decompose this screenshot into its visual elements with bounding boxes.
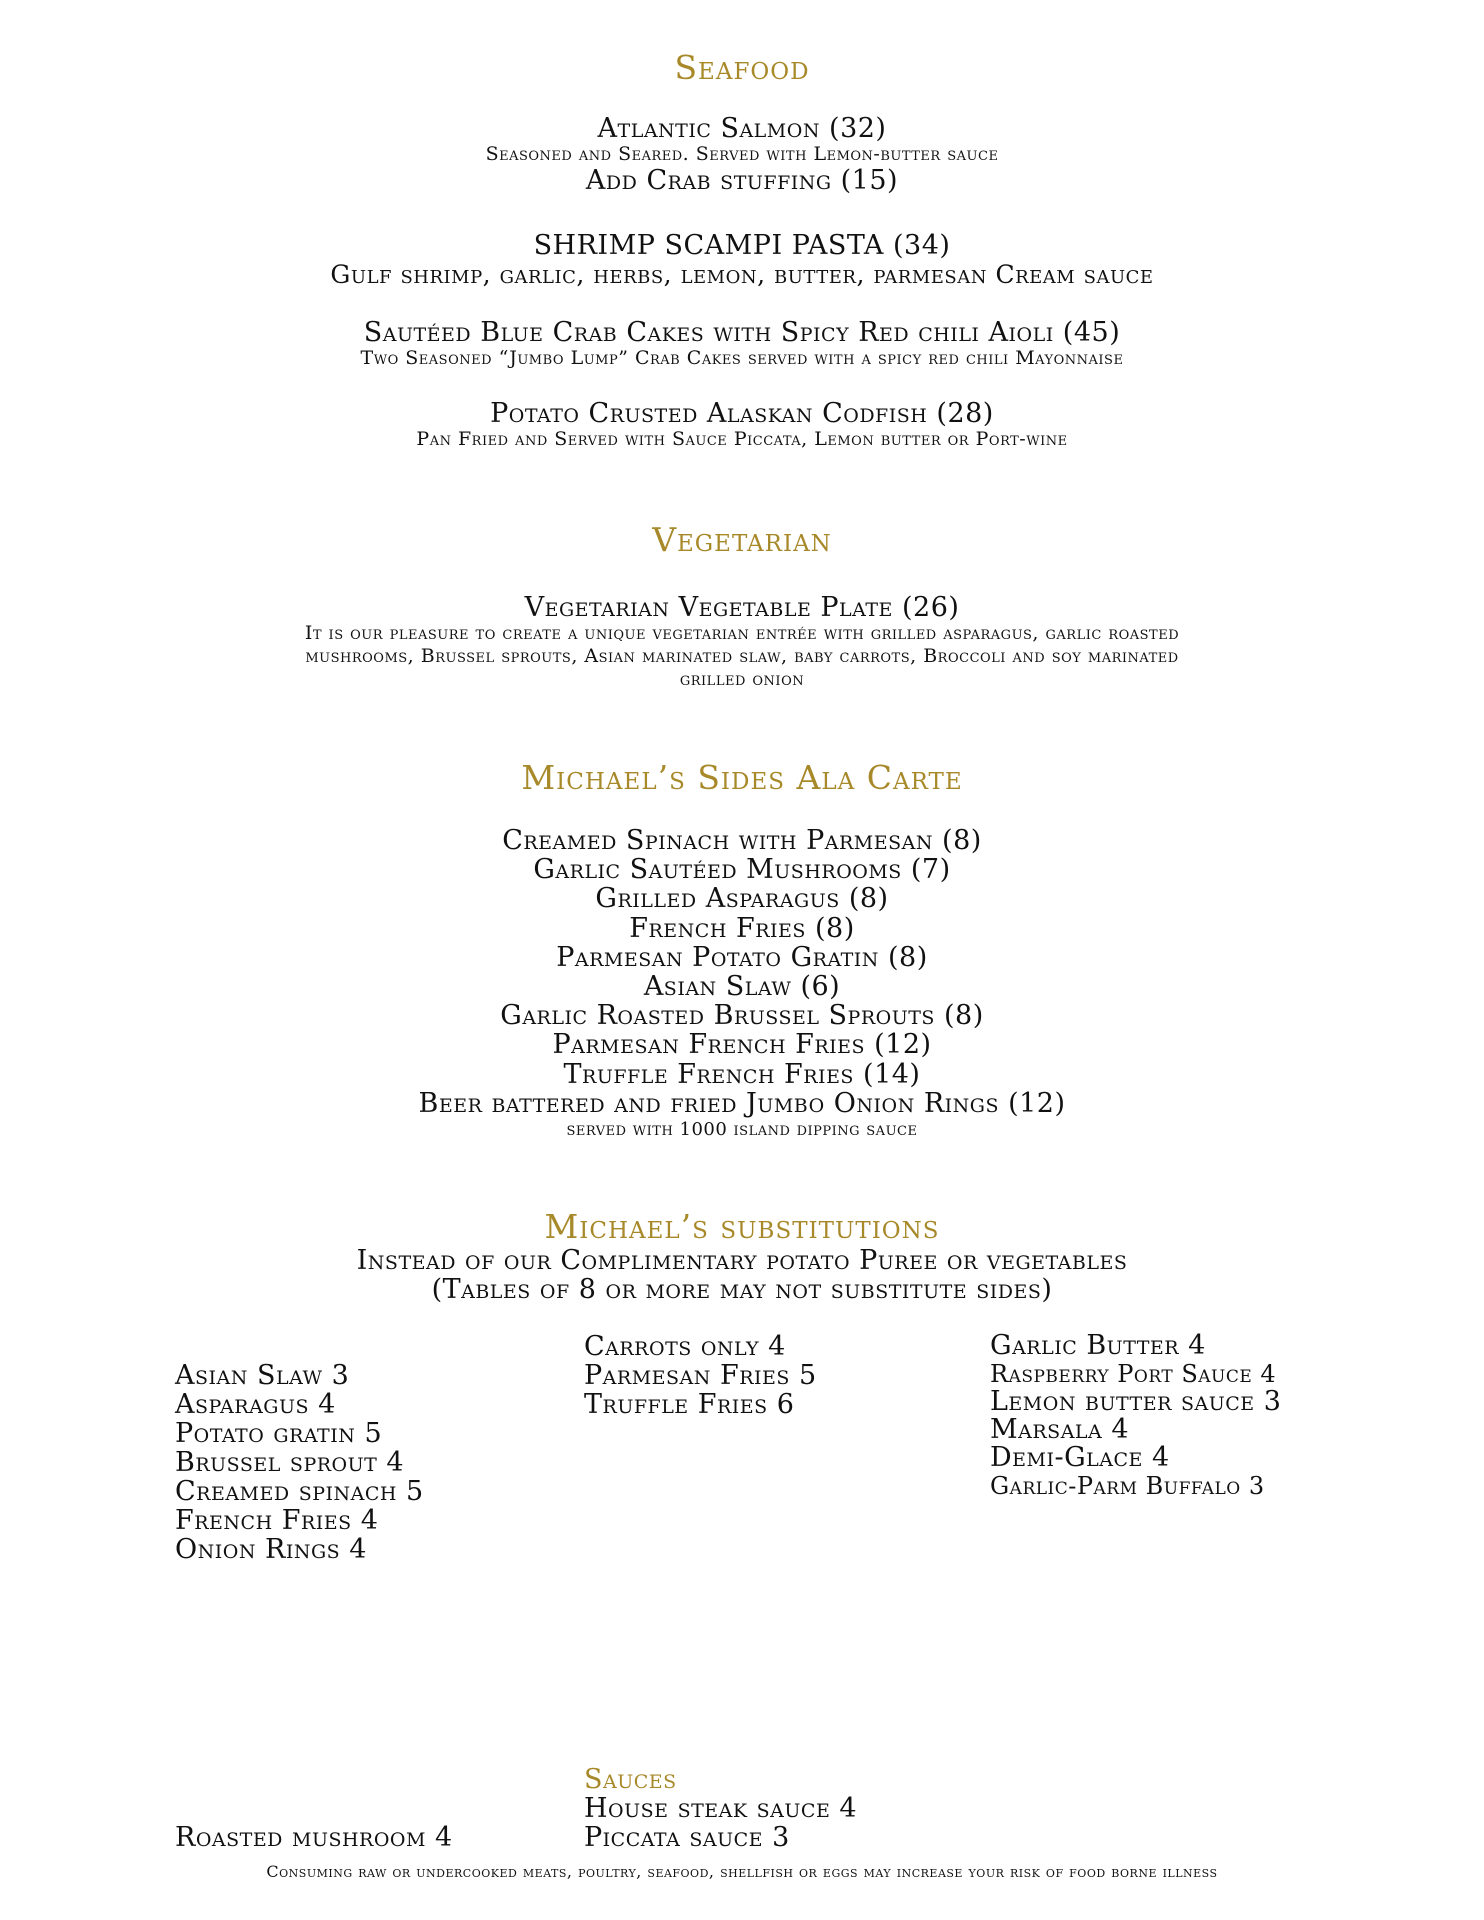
item-description-line: It is our pleasure to create a unique vegetarian entrée with grilled asparagus, garlic roasted bbox=[304, 622, 1180, 644]
item-addon: Add Crab stuffing (15) bbox=[585, 165, 899, 196]
sauces-heading: Sauces bbox=[584, 1764, 677, 1795]
sides-list bbox=[0, 826, 1484, 1141]
menu-item-scampi bbox=[0, 231, 1484, 289]
seafood-heading: Seafood bbox=[674, 48, 810, 87]
item-description: Seasoned and Seared. Served with Lemon-butter sauce bbox=[485, 143, 999, 165]
side-item: Creamed Spinach with Parmesan (8) bbox=[502, 825, 982, 856]
substitution-item: Parmesan Fries 5 bbox=[584, 1360, 817, 1391]
item-name: Atlantic Salmon (32) bbox=[597, 113, 887, 144]
side-item: Parmesan French Fries (12) bbox=[552, 1029, 932, 1061]
substitutions-line: Instead of our Complimentary potato Puree or vegetables bbox=[356, 1245, 1128, 1276]
food-safety-disclaimer: Consuming raw or undercooked meats, poultry, seafood, shellfish or eggs may increase your risk of food borne illness bbox=[266, 1862, 1218, 1881]
item-name: SHRIMP SCAMPI PASTA (34) bbox=[533, 230, 951, 261]
substitution-item: Raspberry Port Sauce 4 bbox=[990, 1360, 1277, 1388]
substitution-item: Truffle Fries 6 bbox=[584, 1389, 795, 1420]
substitutions-column-2 bbox=[584, 1332, 817, 1419]
menu-item-vegetable-plate bbox=[0, 593, 1484, 691]
substitution-item: Asian Slaw 3 bbox=[175, 1360, 350, 1391]
item-description-line: grilled onion bbox=[679, 668, 805, 690]
sauces-list bbox=[584, 1794, 857, 1852]
substitution-item: Lemon butter sauce 3 bbox=[990, 1386, 1282, 1417]
item-description: Pan Fried and Served with Sauce Piccata, Lemon butter or Port-wine bbox=[416, 428, 1068, 450]
side-item: Asian Slaw (6) bbox=[643, 971, 841, 1003]
sauce-roasted-mushroom bbox=[175, 1823, 453, 1852]
substitution-item: Creamed spinach 5 bbox=[175, 1476, 424, 1507]
item-description: Two Seasoned “Jumbo Lump” Crab Cakes served with a spicy red chili Mayonnaise bbox=[360, 347, 1124, 369]
sauce-item: Roasted mushroom 4 bbox=[175, 1822, 453, 1853]
substitution-item: Brussel sprout 4 bbox=[175, 1447, 405, 1478]
item-description-line: mushrooms, Brussel sprouts, Asian marinated slaw, baby carrots, Broccoli and soy marinated bbox=[305, 645, 1179, 667]
substitution-item: Carrots only 4 bbox=[584, 1331, 786, 1362]
substitution-item: Marsala 4 bbox=[990, 1414, 1130, 1445]
item-name: Vegetarian Vegetable Plate (26) bbox=[524, 592, 960, 623]
side-item: Garlic Sautéed Mushrooms (7) bbox=[533, 854, 951, 886]
side-note: served with 1000 island dipping sauce bbox=[566, 1119, 918, 1141]
substitution-item: Garlic Butter 4 bbox=[990, 1330, 1206, 1361]
substitutions-column-1 bbox=[175, 1361, 424, 1564]
menu-item-crabcakes bbox=[0, 318, 1484, 370]
side-item: Truffle French Fries (14) bbox=[563, 1058, 921, 1090]
substitutions-heading: Michael’s substitutions bbox=[544, 1207, 940, 1246]
substitution-item: Onion Rings 4 bbox=[175, 1534, 367, 1565]
substitution-item: Demi-Glace 4 bbox=[990, 1442, 1170, 1473]
side-item: Beer battered and fried Jumbo Onion Rings (12) bbox=[418, 1087, 1066, 1119]
substitutions-intro bbox=[0, 1246, 1484, 1304]
side-item: Garlic Roasted Brussel Sprouts (8) bbox=[500, 1000, 984, 1032]
sauce-item: House steak sauce 4 bbox=[584, 1793, 858, 1824]
substitution-item: Asparagus 4 bbox=[175, 1389, 336, 1420]
side-item: Parmesan Potato Gratin (8) bbox=[556, 941, 928, 973]
sides-heading: Michael’s Sides Ala Carte bbox=[521, 758, 963, 797]
side-item: French Fries (8) bbox=[629, 912, 855, 944]
substitution-item: Potato gratin 5 bbox=[175, 1418, 383, 1449]
item-name: Sautéed Blue Crab Cakes with Spicy Red chili Aioli (45) bbox=[363, 317, 1121, 348]
substitution-item: Garlic-Parm Buffalo 3 bbox=[990, 1472, 1265, 1500]
item-name: Potato Crusted Alaskan Codfish (28) bbox=[490, 398, 994, 429]
menu-item-salmon bbox=[0, 114, 1484, 195]
vegetarian-heading: Vegetarian bbox=[652, 520, 832, 559]
item-description: Gulf shrimp, garlic, herbs, lemon, butter, parmesan Cream sauce bbox=[330, 260, 1154, 289]
sauce-item: Piccata sauce 3 bbox=[584, 1822, 790, 1853]
side-item: Grilled Asparagus (8) bbox=[595, 883, 889, 915]
substitution-item: French Fries 4 bbox=[175, 1505, 379, 1536]
substitutions-column-3 bbox=[990, 1332, 1281, 1500]
substitutions-line: (Tables of 8 or more may not substitute sides) bbox=[431, 1274, 1053, 1305]
menu-item-codfish bbox=[0, 399, 1484, 451]
